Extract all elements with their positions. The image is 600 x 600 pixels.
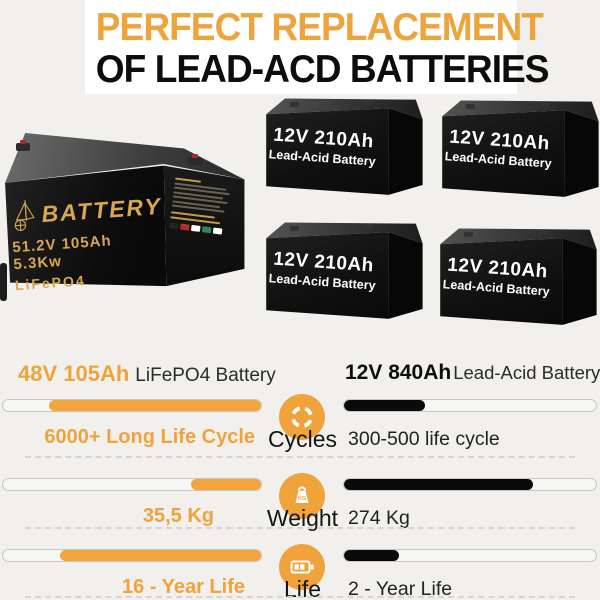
battery-terminal <box>364 224 373 229</box>
divider <box>25 527 575 529</box>
battery-terminal <box>538 230 547 235</box>
lead-acid-title-spec: 12V 840Ah <box>345 361 452 384</box>
battery-label <box>443 126 555 171</box>
battery-terminal <box>540 102 549 107</box>
battery-front-text <box>9 186 167 293</box>
lead-acid-battery-4 <box>430 226 600 348</box>
lead-acid-title-name: Lead-Acid Battery <box>453 362 600 383</box>
battery-subtitle: Lead-Acid Battery <box>442 277 551 299</box>
battery-subtitle: Lead-Acid Battery <box>268 271 377 293</box>
battery-fineprint <box>169 178 235 235</box>
battery-label <box>441 254 553 299</box>
divider <box>25 596 575 598</box>
battery-label <box>267 124 379 169</box>
lifepo4-battery-image <box>0 133 252 305</box>
cycles-label: Cycles <box>267 426 337 452</box>
lifepo4-life-value: 16 - Year Life <box>121 576 245 598</box>
lead-acid-cycles-value: 300-500 life cycle <box>348 428 500 450</box>
weight-label: Weight <box>266 505 339 531</box>
bar-fill <box>344 550 399 561</box>
lifepo4-cycles-value: 6000+ Long Life Cycle <box>44 426 255 448</box>
bar-fill <box>344 400 425 411</box>
lead-acid-title <box>345 361 600 385</box>
comparison-titles <box>0 361 600 385</box>
lifepo4-weight-bar <box>2 478 262 491</box>
bar-fill <box>344 479 533 490</box>
brand-name: BATTERY <box>40 192 163 227</box>
lead-acid-weight-value: 274 Kg <box>348 507 410 529</box>
battery-subtitle: Lead-Acid Battery <box>268 147 377 169</box>
battery-terminal <box>290 102 299 107</box>
lead-acid-cycles-bar <box>343 399 597 412</box>
battery-label <box>267 248 379 293</box>
battery-title: 12V 210Ah <box>448 126 551 155</box>
lead-acid-weight-bar <box>343 478 597 491</box>
lifepo4-cycles-bar <box>2 399 262 412</box>
battery-subtitle: Lead-Acid Battery <box>444 149 553 171</box>
comparison-row-weight <box>0 478 600 538</box>
lifepo4-weight-value: 35,5 Kg <box>142 505 214 527</box>
lifepo4-title <box>18 361 276 387</box>
lead-acid-battery-1 <box>256 96 426 218</box>
battery-title: 12V 210Ah <box>446 254 549 283</box>
lead-acid-battery-3 <box>256 220 426 342</box>
header-title-line1: PERFECT REPLACEMENT <box>95 6 543 49</box>
battery-terminal <box>290 226 299 231</box>
comparison-row-cycles <box>0 399 600 459</box>
svg-text:KG: KG <box>297 496 307 502</box>
battery-terminal <box>188 157 202 165</box>
lead-acid-life-bar <box>343 549 597 562</box>
bar-fill <box>191 479 261 490</box>
battery-spec: 51.2V 105Ah 5.3Kw <box>11 232 113 274</box>
battery-terminal <box>464 232 473 237</box>
life-label: Life <box>283 576 322 600</box>
lead-acid-life-value: 2 - Year Life <box>348 578 453 600</box>
battery-title: 12V 210Ah <box>272 248 375 277</box>
bar-fill <box>60 550 261 561</box>
header-title-line2: OF LEAD-ACD BATTERIES <box>95 48 549 91</box>
battery-terminal <box>16 143 30 151</box>
battery-terminal <box>364 100 373 105</box>
comparison-row-life <box>0 549 600 600</box>
battery-terminal <box>466 104 475 109</box>
lifepo4-title-name: LiFePO4 Battery <box>135 365 276 386</box>
bar-fill <box>49 400 261 411</box>
battery-chemistry: LiFePO4 <box>14 272 87 294</box>
lifepo4-life-bar <box>2 549 262 562</box>
header <box>85 0 549 94</box>
divider <box>25 456 575 458</box>
lifepo4-title-spec: 48V 105Ah <box>18 361 130 386</box>
sailboat-compass-logo-icon <box>9 195 39 237</box>
lead-acid-battery-2 <box>432 98 600 220</box>
battery-handle <box>0 263 7 301</box>
battery-title: 12V 210Ah <box>272 124 375 153</box>
